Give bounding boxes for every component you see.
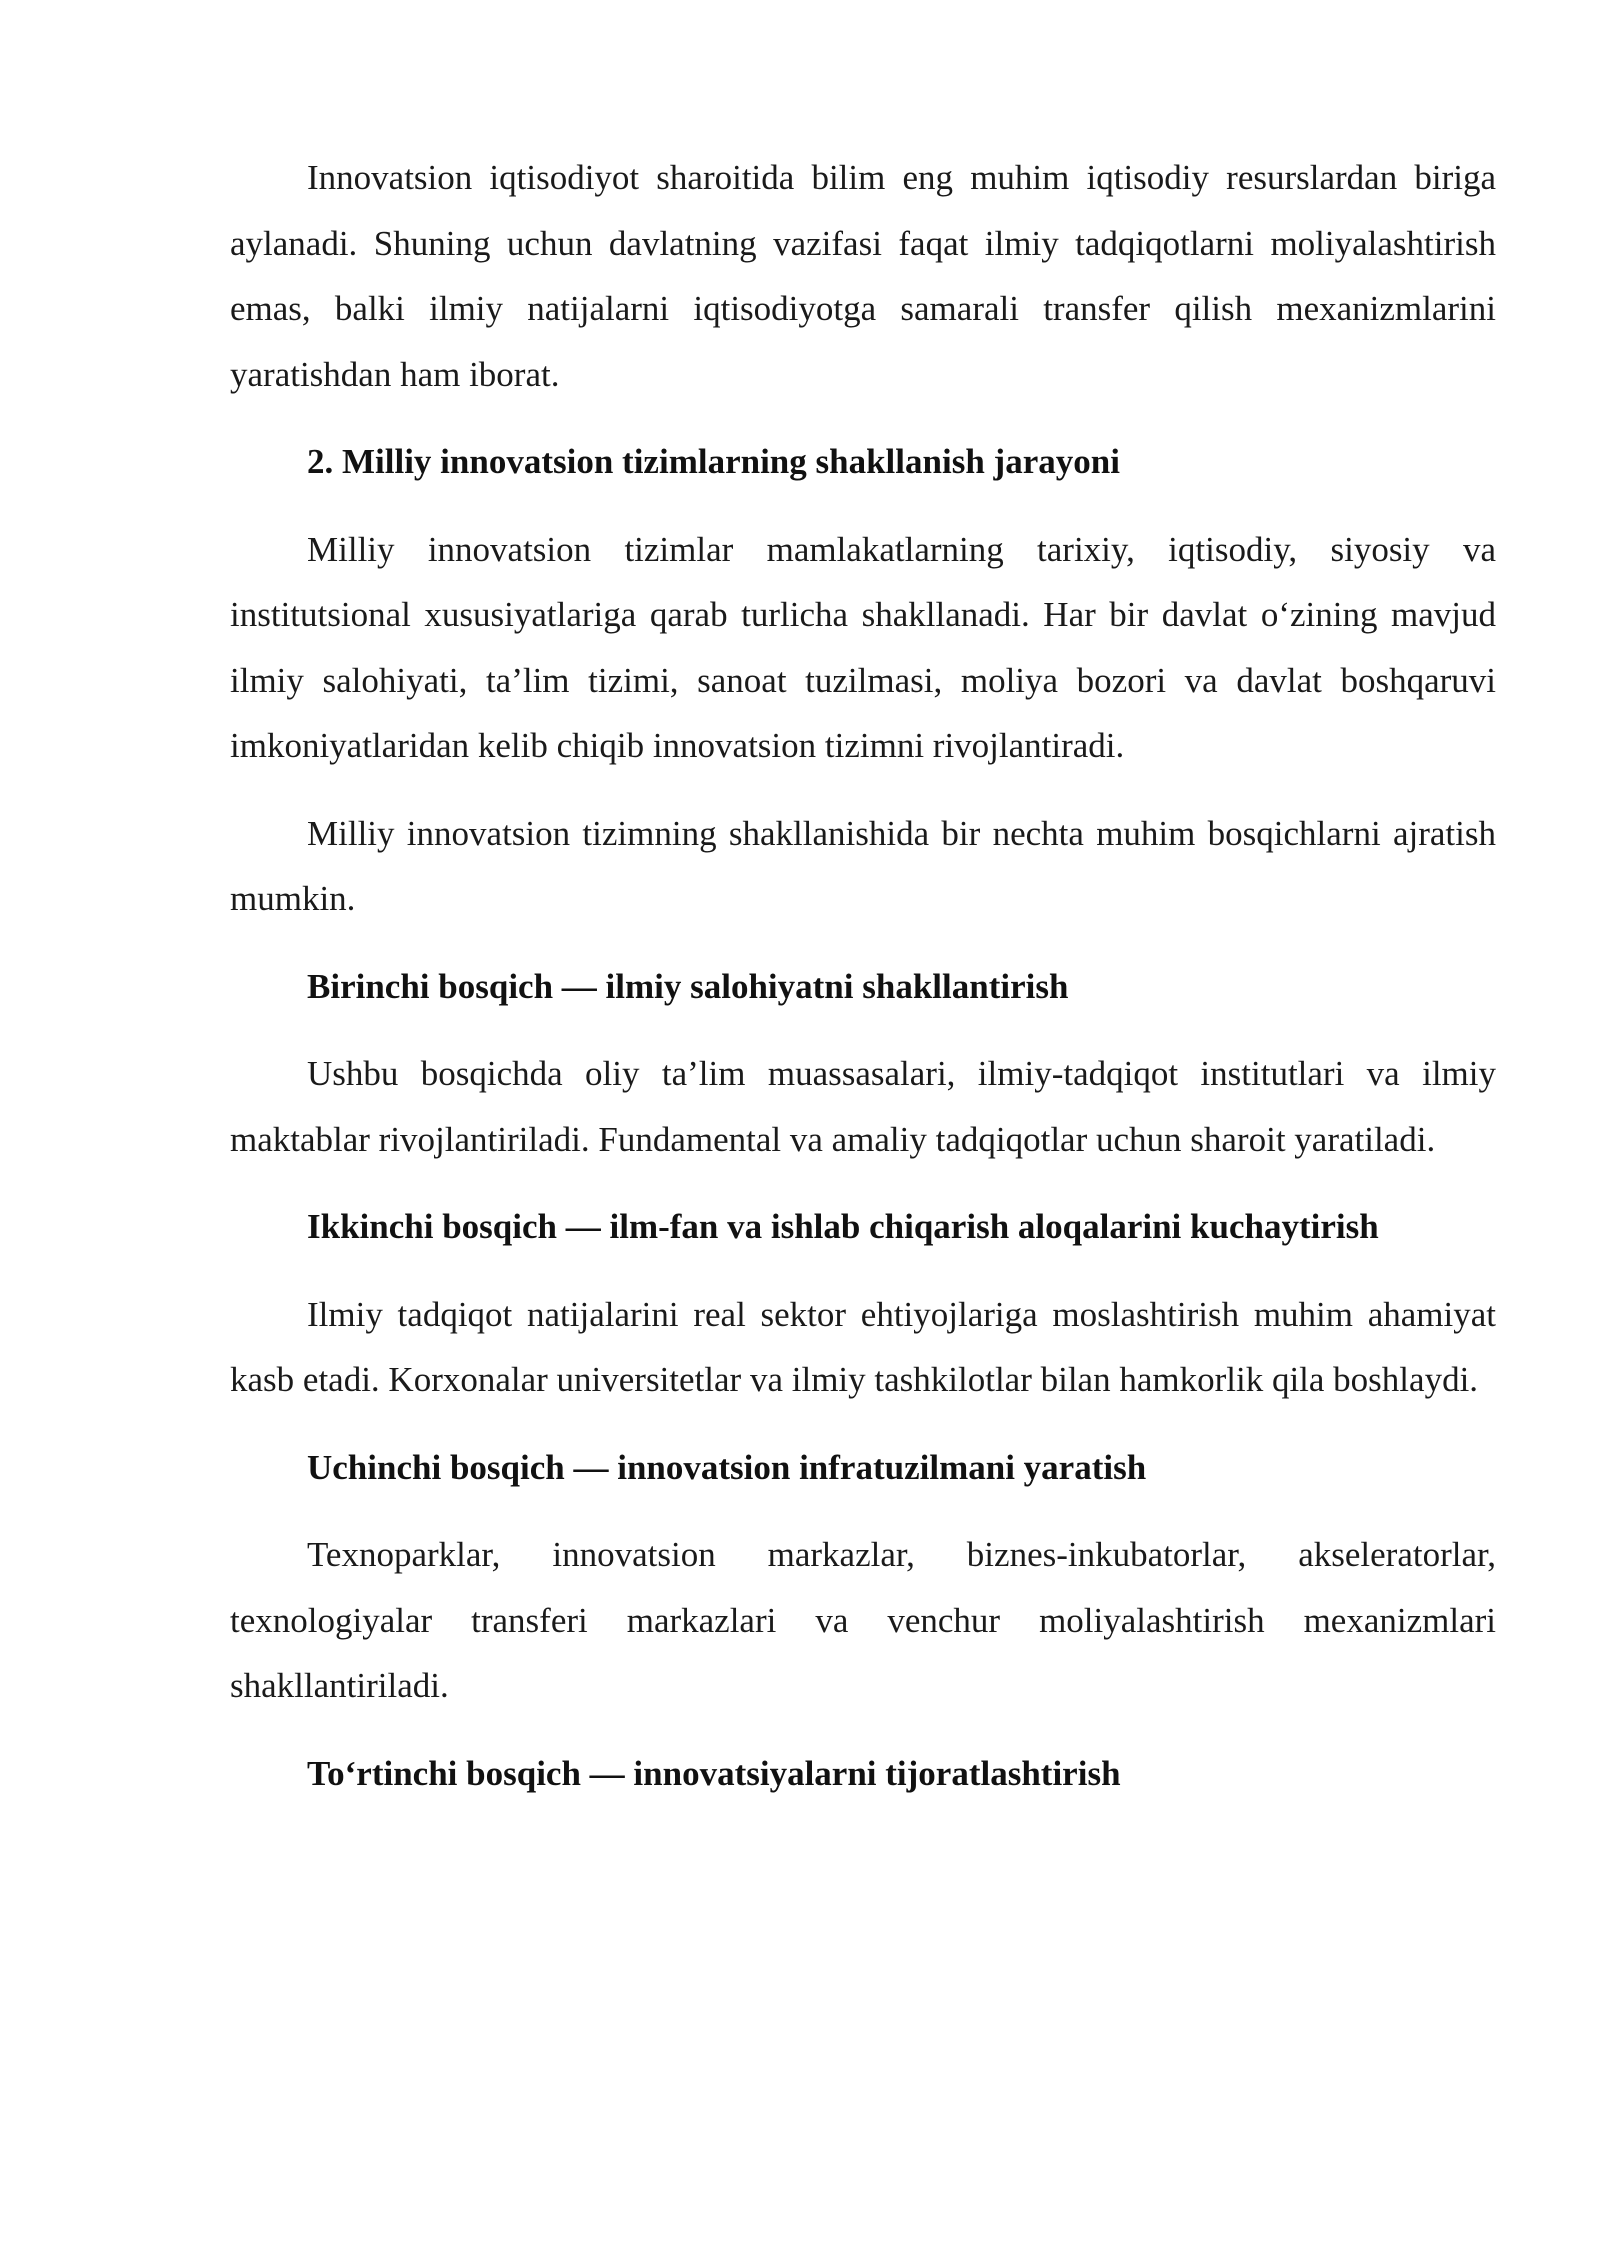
document-page [230, 145, 1496, 1828]
stage-heading-1: Birinchi bosqich — ilmiy salohiyatni shakllantirish [307, 966, 1069, 1006]
stage-heading-4: To‘rtinchi bosqich — innovatsiyalarni tijoratlashtirish [307, 1753, 1121, 1793]
stage-heading-2: Ikkinchi bosqich — ilm-fan va ishlab chiqarish aloqalarini kuchaytirish [307, 1207, 1379, 1246]
paragraph-knowledge-economy: Innovatsion iqtisodiyot sharoitida bilim eng muhim iqtisodiy resurslardan biriga aylanadi. Shuning uchun davlatning vazifasi faqat ilmiy tadqiqotlarni moliyalashtirish emas, balki ilmiy natijalarni iqtisodiyotga samarali transfer qilish mexanizmlarini yaratishdan ham iborat. [230, 158, 1496, 394]
paragraph-national-systems: Milliy innovatsion tizimlar mamlakatlarning tarixiy, iqtisodiy, siyosiy va institutsional xususiyatlariga qarab turlicha shakllanadi. Har bir davlat o‘zining mavjud ilmiy salohiyati, ta’lim tizimi, sanoat tuzilmasi, moliya bozori va davlat boshqaruvi imkoniyatlaridan kelib chiqib innovatsion tizimni rivojlantiradi. [230, 529, 1496, 765]
paragraph-stage-3: Texnoparklar, innovatsion markazlar, biznes-inkubatorlar, akseleratorlar, texnologiyalar transferi markazlari va venchur moliyalashtirish mexanizmlari shakllantiriladi. [230, 1535, 1496, 1705]
paragraph-stage-1: Ushbu bosqichda oliy ta’lim muassasalari, ilmiy-tadqiqot institutlari va ilmiy maktablar rivojlantiriladi. Fundamental va amaliy tadqiqotlar uchun sharoit yaratiladi. [230, 1054, 1496, 1159]
paragraph-stage-2: Ilmiy tadqiqot natijalarini real sektor ehtiyojlariga moslashtirish muhim ahamiyat kasb etadi. Korxonalar universitetlar va ilmiy tashkilotlar bilan hamkorlik qila boshlaydi. [230, 1294, 1496, 1399]
stage-heading-3: Uchinchi bosqich — innovatsion infratuzilmani yaratish [307, 1447, 1147, 1487]
section-heading-2: 2. Milliy innovatsion tizimlarning shakllanish jarayoni [307, 442, 1120, 481]
paragraph-stages-intro: Milliy innovatsion tizimning shakllanishida bir nechta muhim bosqichlarni ajratish mumkin. [230, 813, 1496, 918]
